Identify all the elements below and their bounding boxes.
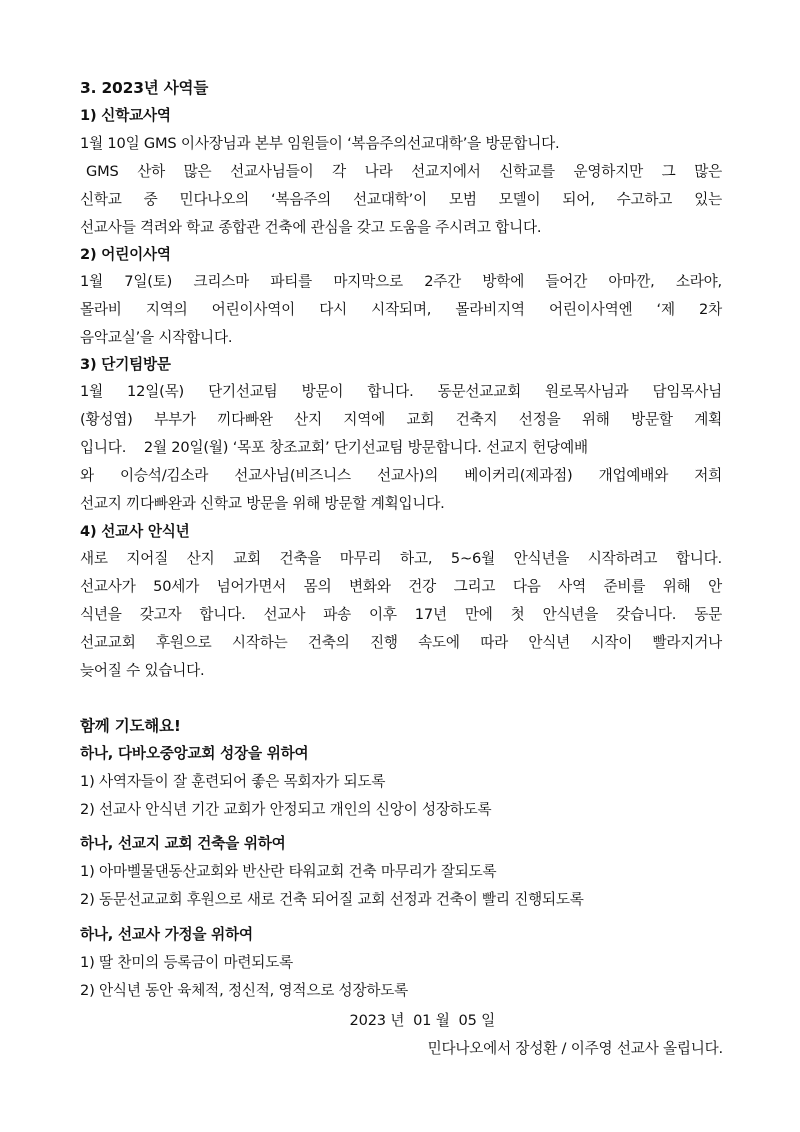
paragraph-line: 1월 12일(목) 단기선교팀 방문이 합니다. 동문선교교회 원로목사님과 담임목사님 — [80, 383, 722, 400]
paragraph-line: 선교사가 50세가 넘어가면서 몸의 변화와 건강 그리고 다음 사역 준비를 위해 안 — [80, 578, 722, 595]
section-title: 3. 2023년 사역들 — [80, 79, 209, 97]
paragraph-line: 선교사들 격려와 학교 종합관 건축에 관심을 갖고 도움을 주시려고 합니다. — [80, 219, 542, 236]
closing-date: 2023 년 01 월 05 일 — [349, 1012, 495, 1029]
closing-signature: 민다나오에서 장성환 / 이주영 선교사 올립니다. — [427, 1040, 723, 1057]
paragraph-line: 입니다. 2월 20일(월) ‘목포 창조교회’ 단기선교팀 방문합니다. 선교지 헌당예배 — [80, 439, 588, 456]
paragraph-line: 선교교회 후원으로 시작하는 건축의 진행 속도에 따라 안식년 시작이 빨라지거나 — [80, 634, 722, 651]
paragraph-line: 식년을 갖고자 합니다. 선교사 파송 이후 17년 만에 첫 안식년을 갖습니다. 동문 — [80, 606, 722, 623]
subsection-heading-seminary: 1) 신학교사역 — [80, 107, 171, 124]
prayer-group-heading: 하나, 선교사 가정을 위하여 — [80, 926, 253, 943]
subsection-heading-shortterm: 3) 단기팀방문 — [80, 356, 171, 373]
paragraph-line: 몰라비 지역의 어린이사역이 다시 시작되며, 몰라비지역 어린이사역엔 ‘제 2차 — [80, 301, 722, 318]
prayer-group-heading: 하나, 다바오중앙교회 성장을 위하여 — [80, 745, 309, 762]
paragraph-line: 선교지 끼다빠완과 신학교 방문을 위해 방문할 계획입니다. — [80, 495, 445, 512]
prayer-item: 1) 딸 찬미의 등록금이 마련되도록 — [80, 954, 294, 971]
paragraph-line: 음악교실’을 시작합니다. — [80, 329, 233, 346]
prayer-item: 2) 안식년 동안 육체적, 정신적, 영적으로 성장하도록 — [80, 982, 409, 999]
prayer-group-heading: 하나, 선교지 교회 건축을 위하여 — [80, 835, 286, 852]
subsection-heading-sabbatical: 4) 선교사 안식년 — [80, 523, 190, 540]
paragraph-line: (황성엽) 부부가 끼다빠완 산지 지역에 교회 건축지 선정을 위해 방문할 계획 — [80, 411, 722, 428]
paragraph-line: GMS 산하 많은 선교사님들이 각 나라 선교지에서 신학교를 운영하지만 그 많은 — [86, 163, 722, 180]
prayer-title: 함께 기도해요! — [80, 717, 181, 735]
paragraph-line: 1월 10일 GMS 이사장님과 본부 임원들이 ‘복음주의선교대학’을 방문합니다. — [80, 135, 560, 152]
paragraph-line: 1월 7일(토) 크리스마 파티를 마지막으로 2주간 방학에 들어간 아마깐, 소라야, — [80, 273, 722, 290]
paragraph-line: 새로 지어질 산지 교회 건축을 마무리 하고, 5~6월 안식년을 시작하려고 합니다. — [80, 550, 722, 567]
prayer-item: 1) 사역자들이 잘 훈련되어 좋은 목회자가 되도록 — [80, 773, 386, 790]
subsection-heading-children: 2) 어린이사역 — [80, 246, 171, 263]
prayer-item: 2) 선교사 안식년 기간 교회가 안정되고 개인의 신앙이 성장하도록 — [80, 801, 492, 818]
paragraph-line: 와 이승석/김소라 선교사님(비즈니스 선교사)의 베이커리(제과점) 개업예배와 저희 — [80, 467, 722, 484]
prayer-item: 2) 동문선교교회 후원으로 새로 건축 되어질 교회 선정과 건축이 빨리 진행되도록 — [80, 891, 584, 908]
prayer-item: 1) 아마벨물댄동산교회와 반산란 타워교회 건축 마무리가 잘되도록 — [80, 863, 497, 880]
paragraph-line: 늦어질 수 있습니다. — [80, 662, 205, 679]
paragraph-line: 신학교 중 민다나오의 ‘복음주의 선교대학’이 모범 모델이 되어, 수고하고 있는 — [80, 191, 722, 208]
